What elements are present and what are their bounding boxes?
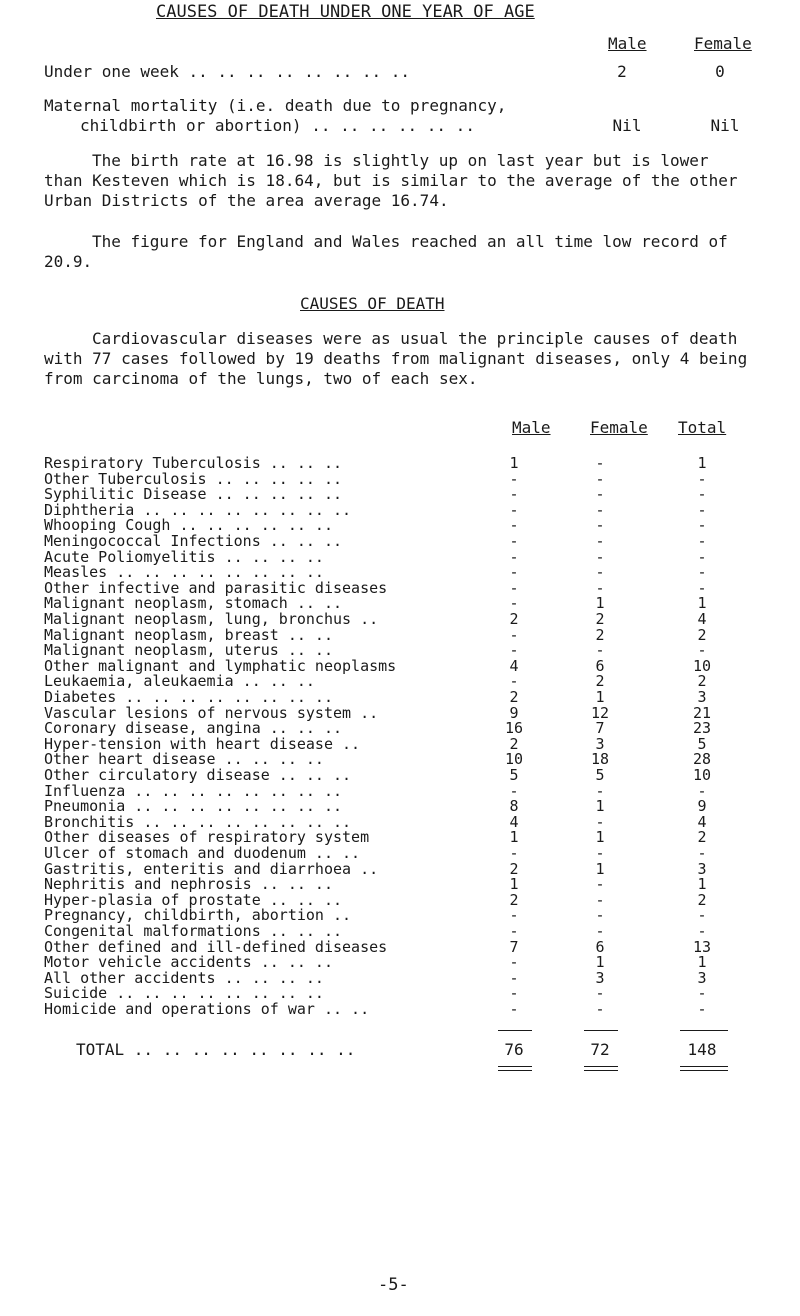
- infant-row-female: Nil: [710, 116, 740, 135]
- row-female: 18: [590, 750, 610, 769]
- row-male: 2: [509, 688, 519, 706]
- row-male: 2: [509, 859, 519, 878]
- row-female: 1: [595, 594, 605, 613]
- section-heading-infant: CAUSES OF DEATH UNDER ONE YEAR OF AGE: [156, 2, 535, 22]
- row-male: -: [509, 516, 519, 535]
- row-total: 1: [697, 594, 707, 613]
- row-label: Pregnancy, childbirth, abortion ..: [44, 906, 352, 925]
- row-total: 23: [692, 719, 712, 738]
- row-label: Other diseases of respiratory system: [44, 828, 370, 847]
- row-female: -: [595, 500, 605, 519]
- row-label: Homicide and operations of war .. ..: [44, 1000, 370, 1018]
- row-total: 10: [692, 656, 712, 675]
- row-male: -: [509, 578, 519, 597]
- row-total: 13: [692, 937, 712, 956]
- row-female: 1: [595, 859, 605, 878]
- row-female: -: [595, 1000, 605, 1018]
- row-label: Measles .. .. .. .. .. .. .. ..: [44, 563, 324, 582]
- section-heading-causes: CAUSES OF DEATH: [300, 294, 445, 313]
- double-rule-total: [680, 1070, 728, 1071]
- infant-row-female: 0: [715, 62, 725, 81]
- page-number: -5-: [378, 1275, 409, 1295]
- row-total: -: [697, 922, 707, 940]
- row-female: -: [595, 922, 605, 940]
- row-female: -: [595, 984, 605, 1003]
- row-label: Ulcer of stomach and duodenum .. ..: [44, 844, 361, 862]
- paragraph-cardiovascular: Cardiovascular diseases were as usual the principle causes of death with 77 cases followed by 19 deaths from malignant diseases, only 4 being from carcinoma of the lungs, two of each sex.: [44, 329, 748, 388]
- column-header-female: Female: [694, 34, 752, 53]
- row-total: -: [697, 578, 707, 597]
- paragraph-england-wales: The figure for England and Wales reached an all time low record of 20.9.: [44, 232, 728, 271]
- row-female: 1: [595, 953, 605, 972]
- row-male: -: [509, 968, 519, 987]
- row-label: Diabetes .. .. .. .. .. .. .. ..: [44, 688, 333, 706]
- row-male: -: [509, 469, 519, 488]
- row-total: -: [697, 984, 707, 1003]
- row-female: 2: [595, 672, 605, 691]
- row-female: 6: [595, 937, 605, 956]
- row-male: -: [509, 844, 519, 862]
- row-total: 2: [697, 672, 707, 691]
- row-total: -: [697, 641, 707, 660]
- double-rule-male: [498, 1066, 532, 1067]
- row-label: Other infective and parasitic diseases: [44, 578, 388, 597]
- row-female: -: [595, 906, 605, 925]
- row-total: -: [697, 516, 707, 535]
- row-total: 1: [697, 875, 707, 894]
- row-female: 2: [595, 610, 605, 628]
- row-male: -: [509, 594, 519, 613]
- row-label: Hyper-tension with heart disease ..: [44, 734, 361, 753]
- row-female: -: [595, 469, 605, 488]
- row-label: Malignant neoplasm, uterus .. ..: [44, 641, 333, 660]
- row-label: Acute Poliomyelitis .. .. .. ..: [44, 547, 324, 566]
- row-label: Hyper-plasia of prostate .. .. ..: [44, 890, 343, 909]
- row-male: 5: [509, 766, 519, 784]
- column-header-female: Female: [590, 418, 648, 437]
- row-total: 28: [692, 750, 712, 769]
- row-total: -: [697, 485, 707, 504]
- row-label: Malignant neoplasm, stomach .. ..: [44, 594, 343, 613]
- row-female: 1: [595, 688, 605, 706]
- row-male: -: [509, 781, 519, 800]
- infant-row-label: Under one week .. .. .. .. .. .. .. ..: [44, 62, 411, 81]
- row-male: 1: [509, 875, 519, 894]
- row-label: Malignant neoplasm, breast .. ..: [44, 625, 333, 644]
- row-label: Gastritis, enteritis and diarrhoea ..: [44, 859, 379, 878]
- double-rule-male: [498, 1070, 532, 1071]
- row-female: 3: [595, 734, 605, 753]
- row-total: 2: [697, 890, 707, 909]
- row-total: -: [697, 563, 707, 582]
- row-total: -: [697, 844, 707, 862]
- row-female: 3: [595, 968, 605, 987]
- row-female: 5: [595, 766, 605, 784]
- row-female: 7: [595, 719, 605, 738]
- column-header-total: Total: [678, 418, 727, 437]
- row-male: -: [509, 532, 519, 550]
- total-row-female: 72: [590, 1040, 610, 1059]
- row-total: 2: [697, 828, 707, 847]
- row-total: 5: [697, 734, 707, 753]
- row-label: Other circulatory disease .. .. ..: [44, 766, 352, 784]
- row-label: Other heart disease .. .. .. ..: [44, 750, 324, 769]
- row-label: Malignant neoplasm, lung, bronchus ..: [44, 610, 379, 628]
- double-rule-total: [680, 1066, 728, 1067]
- row-label: Suicide .. .. .. .. .. .. .. ..: [44, 984, 324, 1003]
- row-male: 16: [504, 719, 524, 738]
- row-female: 12: [590, 703, 610, 722]
- row-female: -: [595, 485, 605, 504]
- total-row-label: TOTAL .. .. .. .. .. .. .. ..: [76, 1040, 356, 1059]
- row-label: Influenza .. .. .. .. .. .. .. ..: [44, 781, 343, 800]
- row-male: 10: [504, 750, 524, 769]
- row-female: -: [595, 844, 605, 862]
- row-male: 1: [509, 828, 519, 847]
- row-male: -: [509, 984, 519, 1003]
- row-label: Other defined and ill-defined diseases: [44, 937, 388, 956]
- row-male: 4: [509, 812, 519, 831]
- row-male: 4: [509, 656, 519, 675]
- row-total: 2: [697, 625, 707, 644]
- column-header-male: Male: [608, 34, 647, 53]
- row-female: -: [595, 781, 605, 800]
- total-row-total: 148: [687, 1040, 717, 1059]
- row-female: 1: [595, 797, 605, 816]
- row-label: Meningococcal Infections .. .. ..: [44, 532, 343, 550]
- row-total: 3: [697, 859, 707, 878]
- row-label: Coronary disease, angina .. .. ..: [44, 719, 343, 738]
- row-male: -: [509, 672, 519, 691]
- row-total: 3: [697, 688, 707, 706]
- row-male: 2: [509, 610, 519, 628]
- row-male: 2: [509, 734, 519, 753]
- row-female: -: [595, 516, 605, 535]
- row-male: -: [509, 922, 519, 940]
- row-label: Whooping Cough .. .. .. .. .. ..: [44, 516, 333, 535]
- row-male: -: [509, 641, 519, 660]
- infant-row-label-cont: childbirth or abortion) .. .. .. .. .. ..: [80, 116, 475, 135]
- rule-total: [680, 1030, 728, 1031]
- total-row-male: 76: [504, 1040, 524, 1059]
- row-label: Respiratory Tuberculosis .. .. ..: [44, 454, 343, 472]
- row-female: -: [595, 578, 605, 597]
- row-total: -: [697, 1000, 707, 1018]
- row-female: -: [595, 454, 605, 472]
- row-total: 21: [692, 703, 712, 722]
- row-male: -: [509, 625, 519, 644]
- row-male: -: [509, 485, 519, 504]
- row-female: -: [595, 563, 605, 582]
- row-total: 4: [697, 610, 707, 628]
- row-total: 1: [697, 953, 707, 972]
- row-female: -: [595, 812, 605, 831]
- row-male: -: [509, 500, 519, 519]
- row-label: Vascular lesions of nervous system ..: [44, 703, 379, 722]
- infant-row-male: 2: [617, 62, 627, 81]
- row-total: 1: [697, 454, 707, 472]
- paragraph-birth-rate: The birth rate at 16.98 is slightly up on last year but is lower than Kesteven which is 18.64, but is similar to the average of the other Urban Districts of the area average 16.74.: [44, 151, 738, 210]
- row-label: Diphtheria .. .. .. .. .. .. .. ..: [44, 500, 352, 519]
- row-total: 4: [697, 812, 707, 831]
- row-female: -: [595, 547, 605, 566]
- row-label: Pneumonia .. .. .. .. .. .. .. ..: [44, 797, 343, 816]
- row-total: -: [697, 532, 707, 550]
- column-header-male: Male: [512, 418, 551, 437]
- row-male: -: [509, 953, 519, 972]
- row-total: -: [697, 781, 707, 800]
- row-total: 10: [692, 766, 712, 784]
- rule-female: [584, 1030, 618, 1031]
- row-total: 9: [697, 797, 707, 816]
- row-total: -: [697, 500, 707, 519]
- row-label: Leukaemia, aleukaemia .. .. ..: [44, 672, 315, 691]
- row-male: 9: [509, 703, 519, 722]
- row-male: 1: [509, 454, 519, 472]
- row-male: -: [509, 563, 519, 582]
- row-total: 3: [697, 968, 707, 987]
- row-female: -: [595, 890, 605, 909]
- row-label: Congenital malformations .. .. ..: [44, 922, 343, 940]
- rule-male: [498, 1030, 532, 1031]
- infant-row-male: Nil: [612, 116, 642, 135]
- row-female: 2: [595, 625, 605, 644]
- row-label: Syphilitic Disease .. .. .. .. ..: [44, 485, 343, 504]
- double-rule-female: [584, 1070, 618, 1071]
- row-male: 7: [509, 937, 519, 956]
- row-total: -: [697, 469, 707, 488]
- row-label: Other malignant and lymphatic neoplasms: [44, 656, 397, 675]
- row-female: 1: [595, 828, 605, 847]
- row-female: 6: [595, 656, 605, 675]
- double-rule-female: [584, 1066, 618, 1067]
- row-female: -: [595, 532, 605, 550]
- row-label: Motor vehicle accidents .. .. ..: [44, 953, 333, 972]
- row-label: Bronchitis .. .. .. .. .. .. .. ..: [44, 812, 352, 831]
- row-total: -: [697, 547, 707, 566]
- row-label: All other accidents .. .. .. ..: [44, 968, 324, 987]
- row-male: 2: [509, 890, 519, 909]
- row-male: -: [509, 1000, 519, 1018]
- row-female: -: [595, 875, 605, 894]
- row-male: 8: [509, 797, 519, 816]
- row-male: -: [509, 547, 519, 566]
- row-male: -: [509, 906, 519, 925]
- row-label: Nephritis and nephrosis .. .. ..: [44, 875, 333, 894]
- row-female: -: [595, 641, 605, 660]
- infant-row-label: Maternal mortality (i.e. death due to pregnancy,: [44, 96, 507, 115]
- row-label: Other Tuberculosis .. .. .. .. ..: [44, 469, 343, 488]
- row-total: -: [697, 906, 707, 925]
